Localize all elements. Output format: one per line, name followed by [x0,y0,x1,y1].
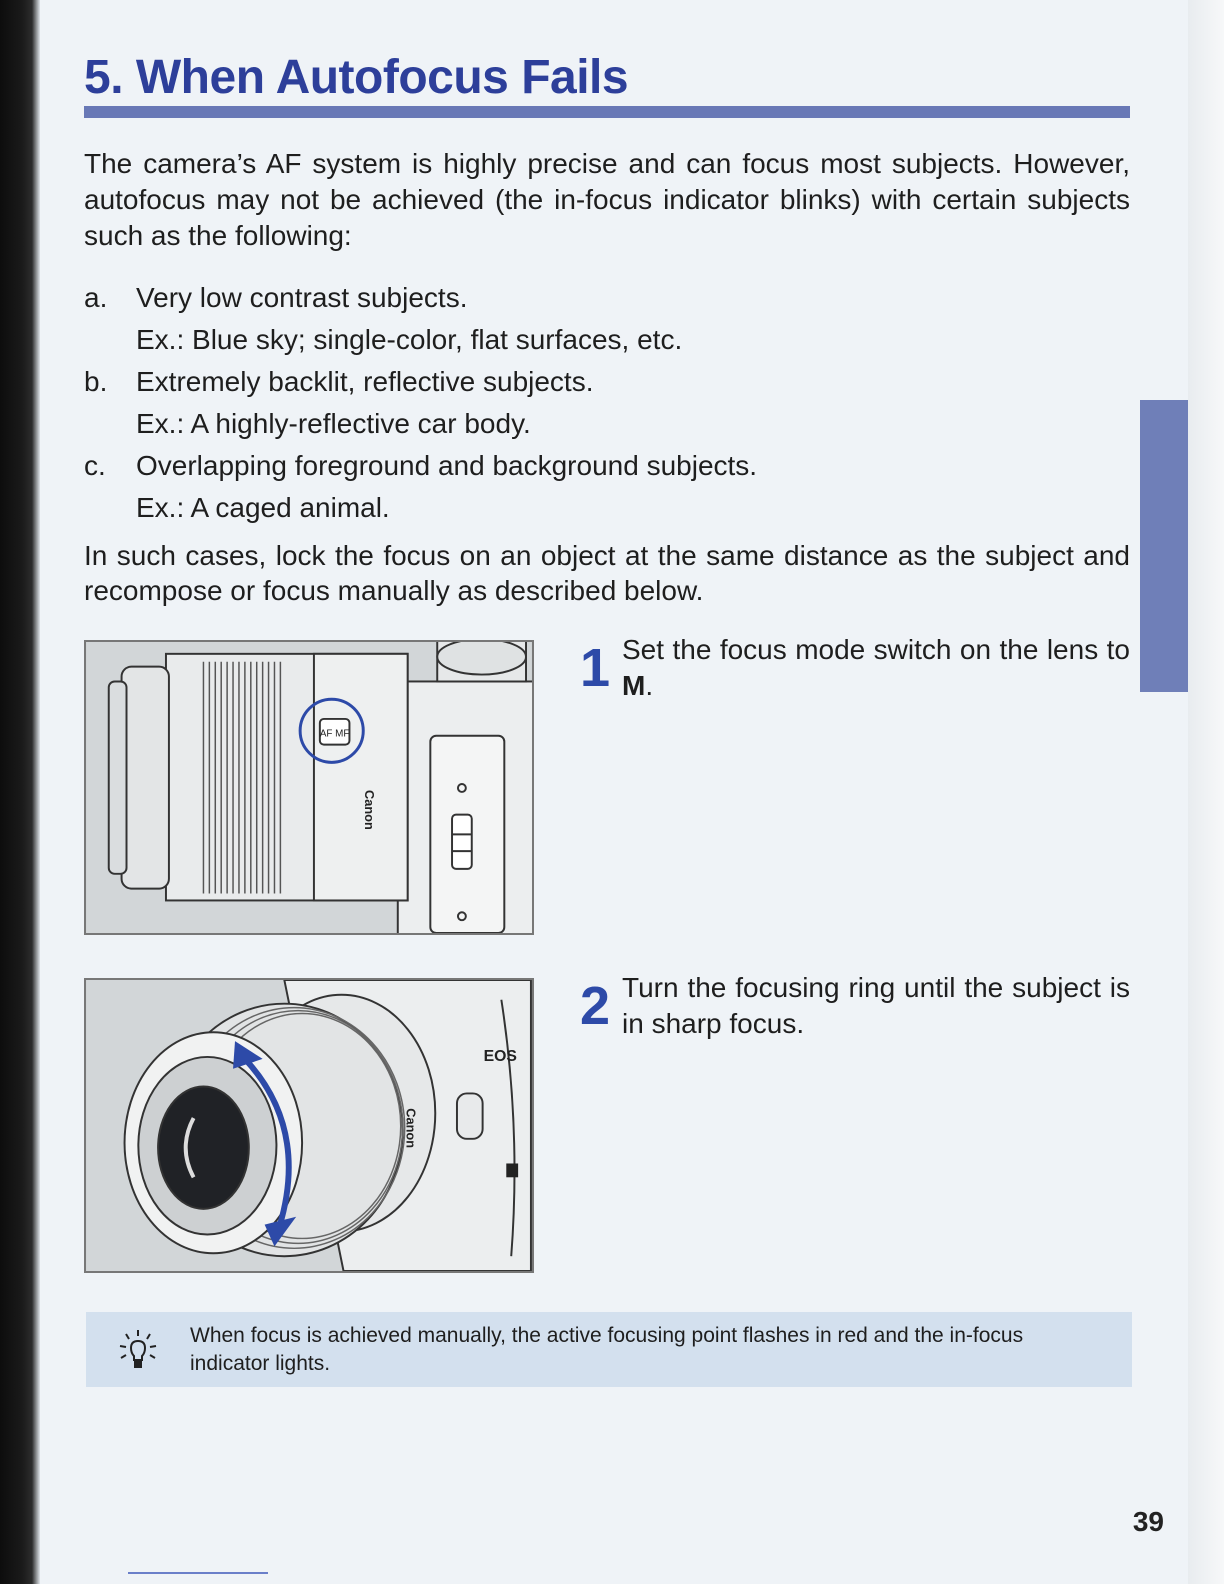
step-2 [580,970,1130,1042]
list-item-example: Ex.: A caged animal. [136,492,390,523]
camera-lens-side-drawing [86,642,532,933]
step-instruction [622,632,1130,704]
step-1 [580,632,1130,704]
list-item [84,361,1130,445]
list-item-example: Ex.: Blue sky; single-color, flat surfaces, etc. [136,324,683,355]
bottom-edge-mark [128,1572,268,1574]
page-title: 5. When Autofocus Fails [84,51,629,104]
step-text-part: . [645,670,654,701]
outro-paragraph: In such cases, lock the focus on an object at the same distance as the subject and recompose or focus manually as described below. [84,540,1130,606]
focusing-ring-illustration [84,978,534,1273]
list-item [84,445,1130,529]
intro-paragraph: The camera’s AF system is highly precise and can focus most subjects. However, autofocus may not be achieved (the in-focus indicator blinks) with certain subjects such as the following: [84,148,1130,251]
chapter-thumb-tab [1140,400,1188,692]
step-number: 2 [580,976,611,1036]
list-item-letter: b. [84,366,108,397]
focus-mode-switch-illustration [84,640,534,935]
list-item [84,277,1130,361]
title-rule [84,106,1130,118]
lens-brand-label: Canon [403,1108,419,1149]
difficult-subjects-list [84,277,1130,529]
lightbulb-hint-icon [86,1328,190,1372]
tip-box [86,1312,1132,1387]
camera-lens-front-drawing [86,980,532,1271]
list-item-letter: a. [84,282,108,313]
list-item-text: Very low contrast subjects. [136,282,468,313]
switch-label: AF MF [319,728,350,740]
list-item-example: Ex.: A highly-reflective car body. [136,408,531,439]
page-edge [1188,0,1224,1584]
page-binding-shadow [0,0,40,1584]
list-item-text: Overlapping foreground and background subjects. [136,450,758,481]
lens-brand-label: Canon [362,789,378,830]
step-number: 1 [580,638,611,698]
list-item-letter: c. [84,450,106,481]
page-number: 39 [1132,1506,1164,1537]
step-text-part: Set the focus mode switch on the lens to [622,634,1130,665]
camera-badge: EOS [483,1047,517,1065]
tip-text: When focus is achieved manually, the active focusing point flashes in red and the in-focus indicator lights. [190,1323,1024,1375]
step-emphasis: M [622,670,646,701]
step-text-part: Turn the focusing ring until the subject is in sharp focus. [622,972,1130,1039]
list-item-text: Extremely backlit, reflective subjects. [136,366,594,397]
step-instruction [622,970,1130,1042]
